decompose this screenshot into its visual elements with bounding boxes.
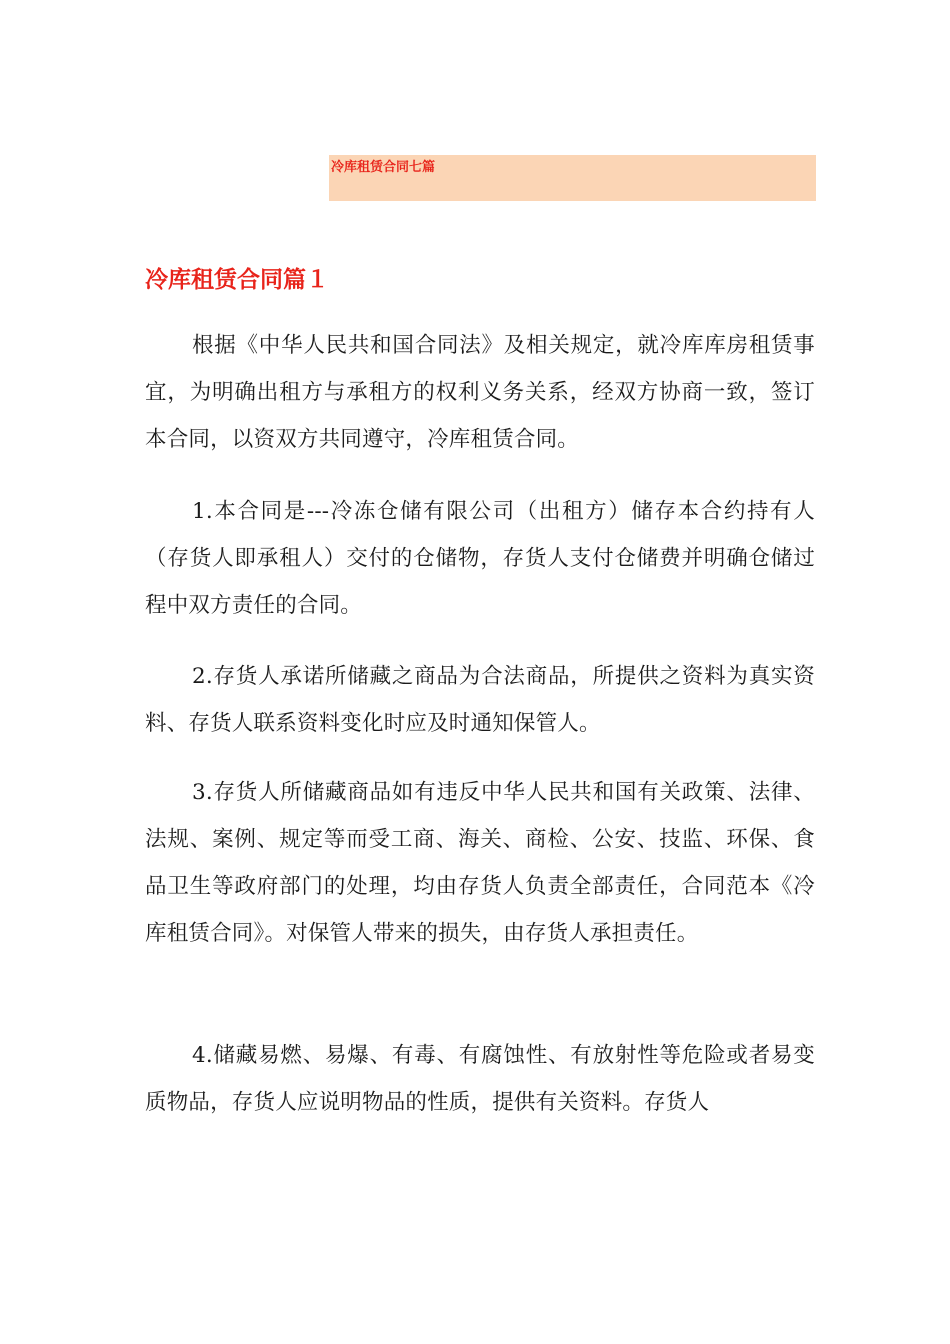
- paragraph-clause-4: 4.储藏易燃、易爆、有毒、有腐蚀性、有放射性等危险或者易变质物品，存货人应说明物品的性质，提供有关资料。存货人: [145, 1043, 815, 1115]
- paragraph-intro: 根据《中华人民共和国合同法》及相关规定，就冷库库房租赁事宜，为明确出租方与承租方的权利义务关系，经双方协商一致，签订本合同，以资双方共同遵守，冷库租赁合同。: [145, 333, 815, 452]
- paragraph-clause-1: 1.本合同是---冷冻仓储有限公司（出租方）储存本合约持有人（存货人即承租人）交付的仓储物，存货人支付仓储费并明确仓储过程中双方责任的合同。: [145, 499, 815, 618]
- paragraph-clause-3: 3.存货人所储藏商品如有违反中华人民共和国有关政策、法律、法规、案例、规定等而受工商、海关、商检、公安、技监、环保、食品卫生等政府部门的处理，均由存货人负责全部责任，合同范本《冷库租赁合同》。对保管人带来的损失，由存货人承担责任。: [145, 780, 815, 946]
- document-title: 冷库租赁合同七篇: [331, 160, 436, 175]
- document-header-band: [329, 155, 816, 201]
- section-heading: 冷库租赁合同篇１: [145, 267, 329, 293]
- paragraph-clause-2: 2.存货人承诺所储藏之商品为合法商品，所提供之资料为真实资料、存货人联系资料变化时应及时通知保管人。: [145, 664, 815, 736]
